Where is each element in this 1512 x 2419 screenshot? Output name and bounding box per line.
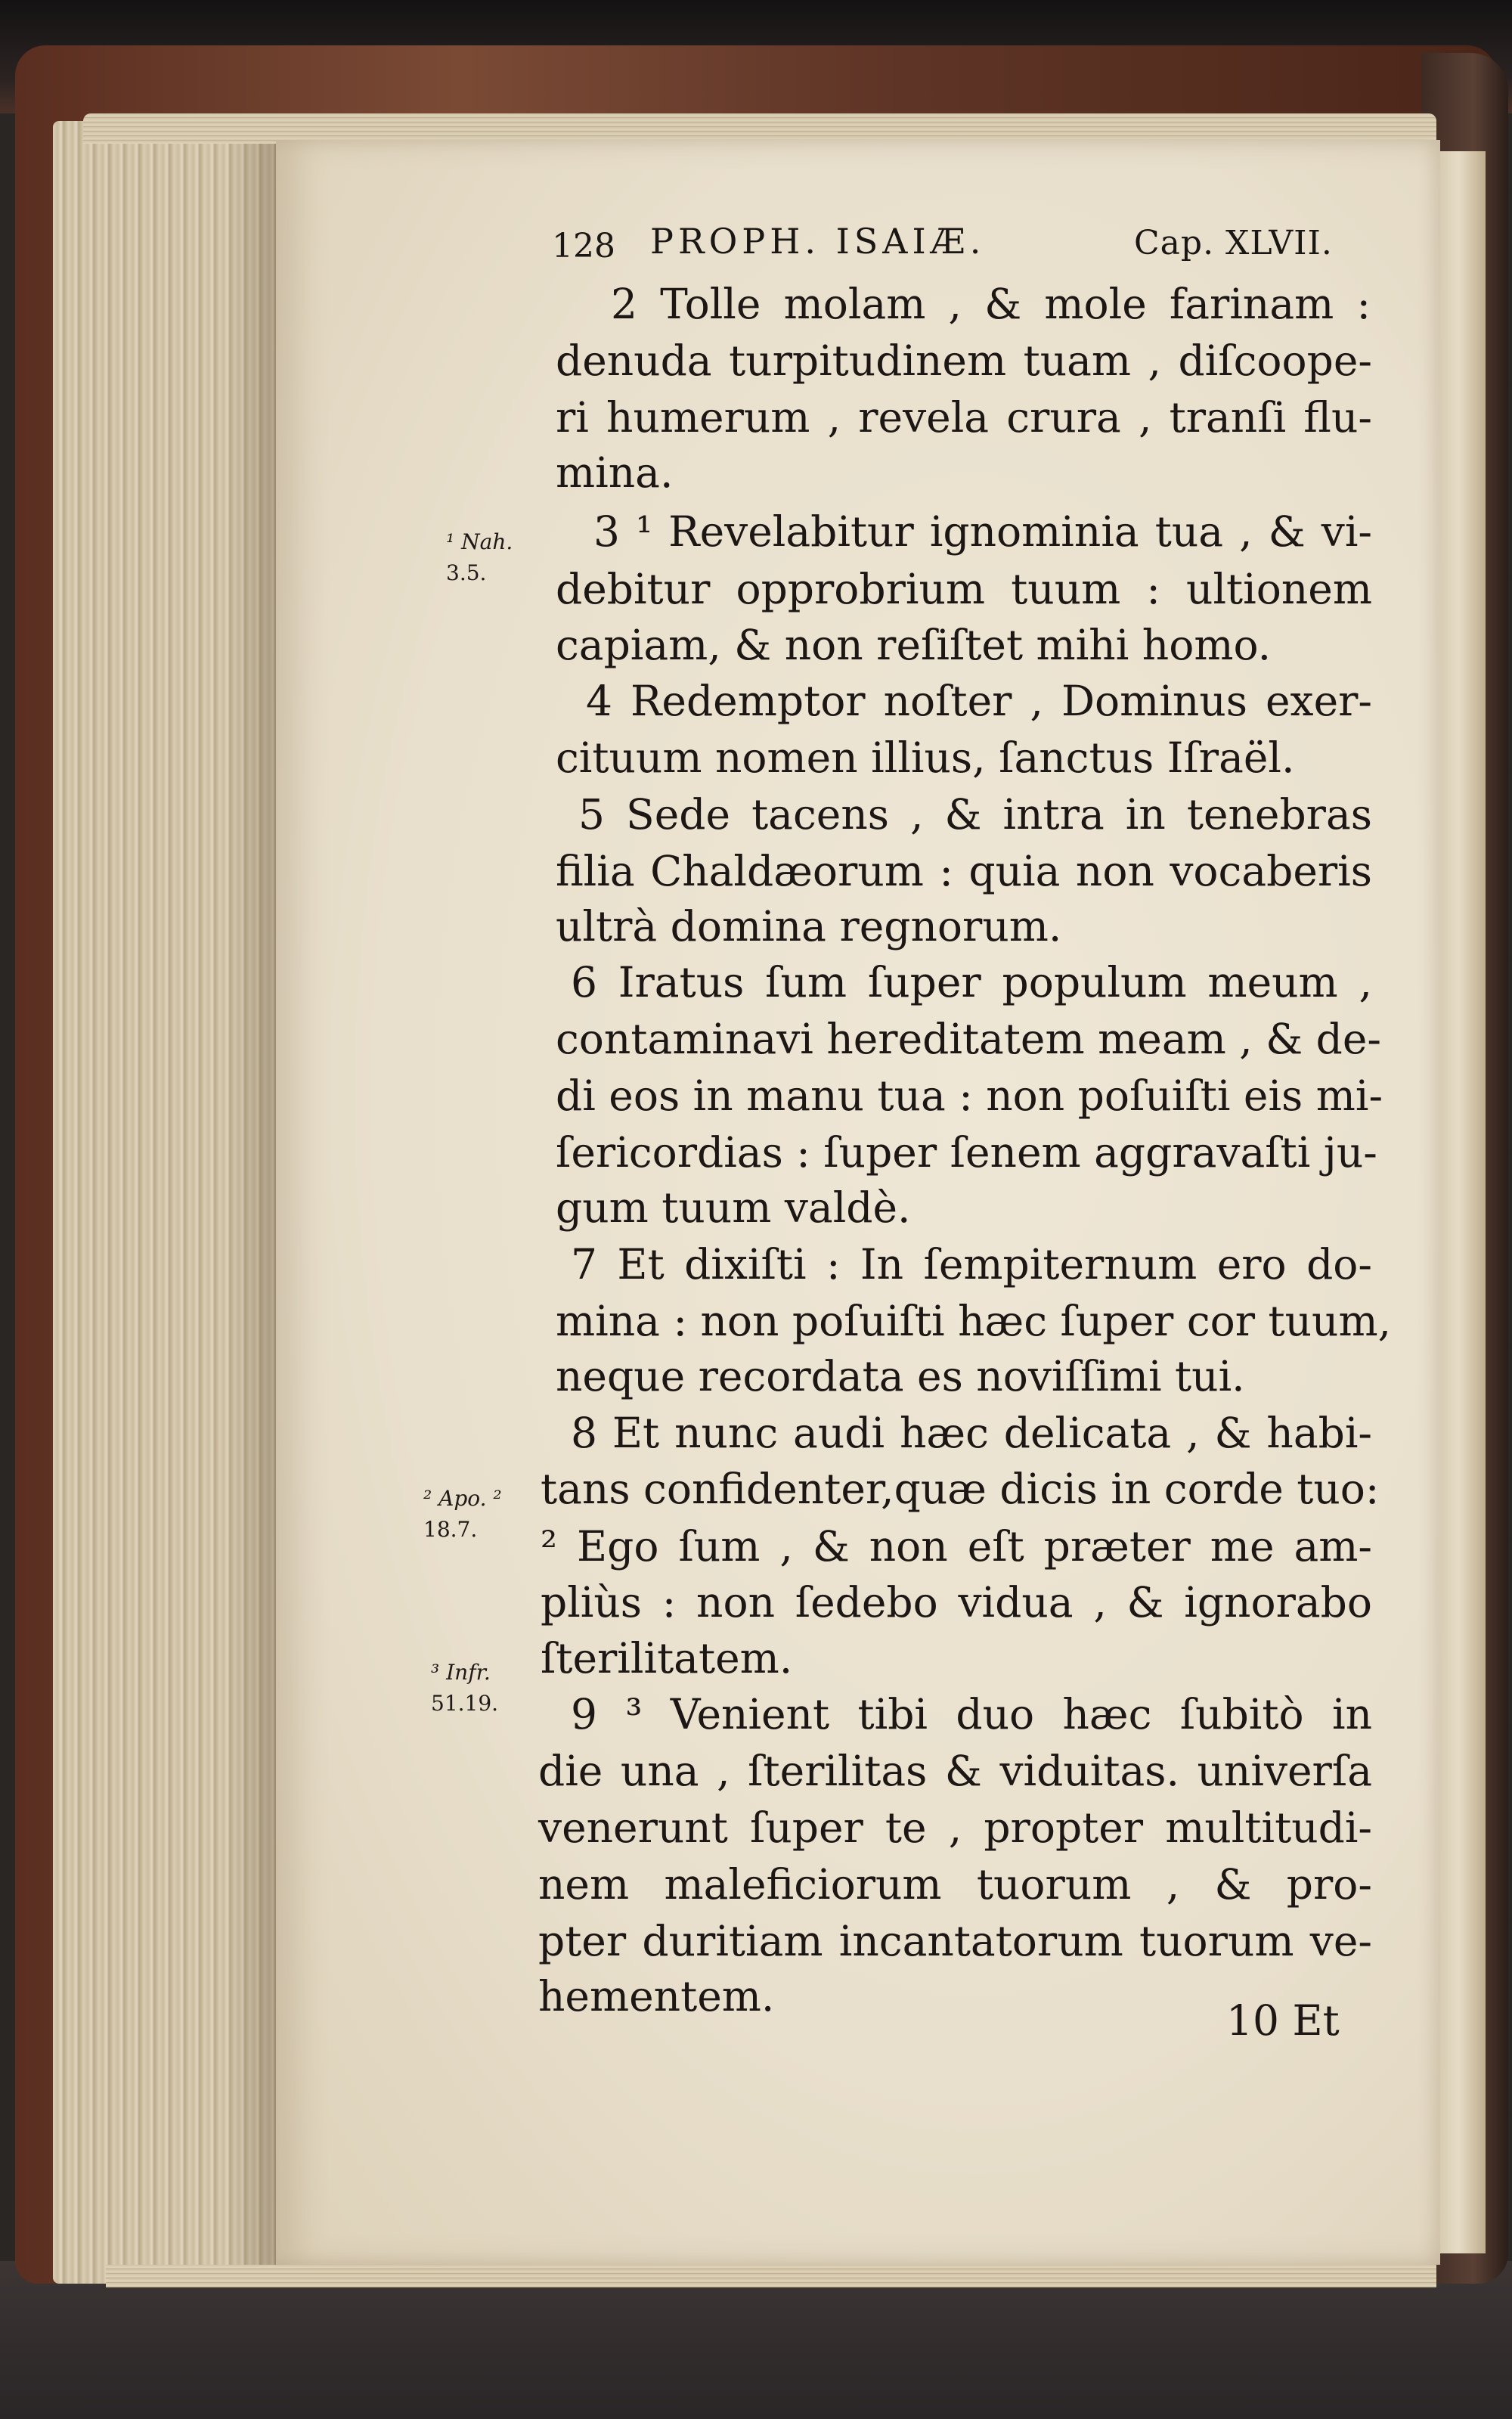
text-line: nem maleficiorum tuorum , & pro- bbox=[538, 1860, 1372, 1909]
text-line: 5 Sede tacens , & intra in tenebras bbox=[578, 790, 1372, 839]
text-line: hementem. bbox=[538, 1972, 775, 2020]
text-line: ² Ego ſum , & non eſt præter me am- bbox=[541, 1522, 1372, 1571]
margin-note-apo: ² Apo. ² 18.7. bbox=[423, 1486, 502, 1542]
text-line: 4 Redemptor noſter , Dominus exer- bbox=[586, 677, 1372, 725]
text-line: mina : non poſuiſti hæc ſuper cor tuum, bbox=[556, 1297, 1392, 1345]
text-line: debitur opprobrium tuum : ultionem bbox=[556, 565, 1372, 613]
page-edges-shadow bbox=[227, 121, 280, 2284]
text-line: 2 Tolle molam , & mole farinam : bbox=[611, 280, 1371, 328]
text-line: capiam, & non reſiſtet mihi homo. bbox=[556, 621, 1272, 669]
text-line: venerunt ſuper te , propter multitudi- bbox=[538, 1803, 1372, 1852]
text-line: 6 Iratus ſum ſuper populum meum , bbox=[571, 958, 1372, 1006]
text-line: ultrà domina regnorum. bbox=[556, 902, 1062, 951]
text-line: neque recordata es noviſſimi tui. bbox=[556, 1352, 1245, 1400]
text-line: di eos in manu tua : non poſuiſti eis mi- bbox=[556, 1071, 1383, 1120]
chapter-heading: Cap. XLVII. bbox=[1134, 224, 1333, 262]
margin-note-nah: ¹ Nah. 3.5. bbox=[446, 529, 513, 585]
text-line: ſterilitatem. bbox=[541, 1634, 793, 1682]
text-line: pliùs : non ſedebo vidua , & ignorabo bbox=[541, 1578, 1372, 1627]
text-line: pter duritiam incantatorum tuorum ve- bbox=[538, 1917, 1372, 1965]
text-line: gum tuum valdè. bbox=[556, 1183, 911, 1232]
text-line: 8 Et nunc audi hæc delicata , & habi- bbox=[571, 1409, 1372, 1457]
page-number: 128 bbox=[552, 227, 615, 265]
right-leaf-edge bbox=[1440, 151, 1486, 2253]
bottom-page-edge bbox=[106, 2265, 1436, 2287]
text-line: tans confidenter,quæ dicis in corde tuo: bbox=[541, 1465, 1380, 1513]
text-line: denuda turpitudinem tuam , diſcoope- bbox=[556, 336, 1372, 385]
text-line: 3 ¹ Revelabitur ignominia tua , & vi- bbox=[593, 507, 1372, 556]
text-line: cituum nomen illius, ſanctus Iſraël. bbox=[556, 733, 1295, 782]
text-line: ri humerum , revela crura , tranſi flu- bbox=[556, 393, 1372, 442]
running-title: PROPH. ISAIÆ. bbox=[650, 221, 986, 262]
margin-note-infr: ³ Infr. 51.19. bbox=[431, 1660, 499, 1716]
text-line: 7 Et dixiſti : In ſempiternum ero do- bbox=[571, 1240, 1372, 1289]
text-line: mina. bbox=[556, 448, 674, 497]
text-line: ſericordias : ſuper ſenem aggravaſti ju- bbox=[556, 1128, 1377, 1177]
text-line: 9 ³ Venient tibi duo hæc ſubitò in bbox=[571, 1690, 1372, 1738]
text-line: die una , ſterilitas & viduitas. univerſa bbox=[538, 1747, 1372, 1795]
text-line: filia Chaldæorum : quia non vocaberis bbox=[556, 847, 1372, 895]
text-line: contaminavi hereditatem meam , & de- bbox=[556, 1015, 1381, 1063]
catchword: 10 Et bbox=[1226, 1996, 1340, 2045]
top-page-edge bbox=[83, 113, 1436, 144]
